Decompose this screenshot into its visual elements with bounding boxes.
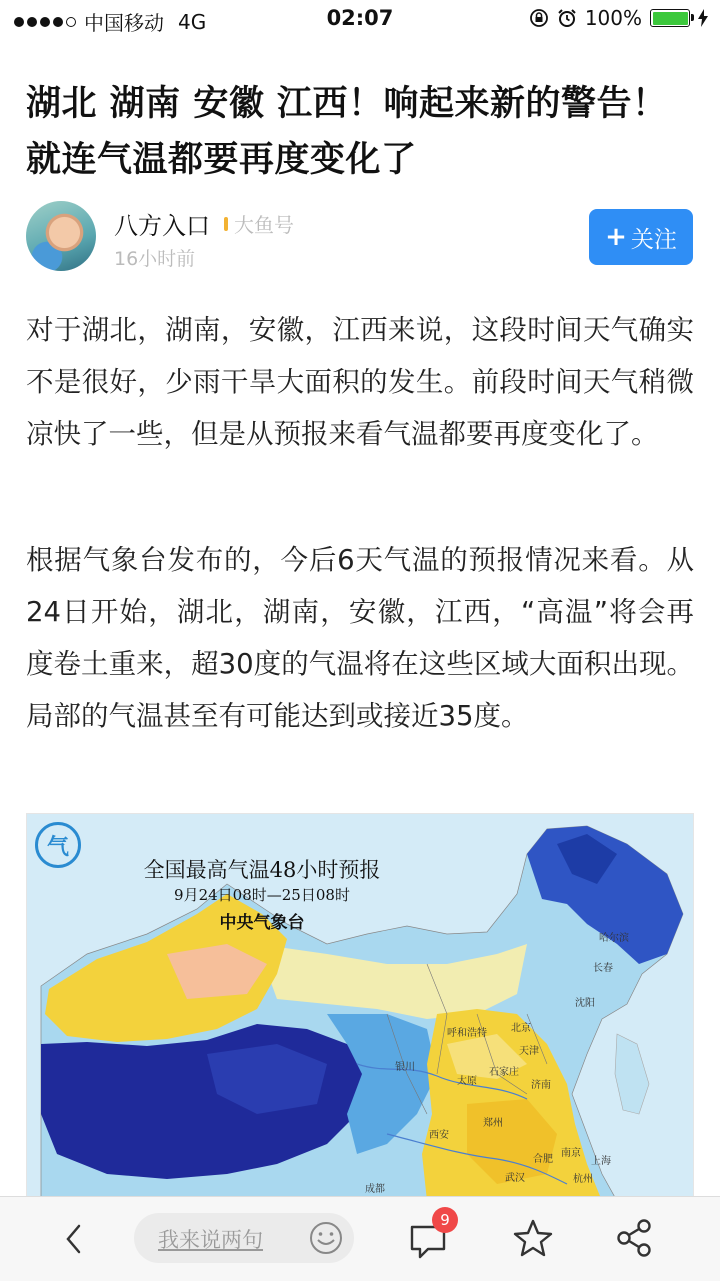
favorite-button[interactable]	[512, 1217, 554, 1259]
nmc-logo-icon: 气	[35, 822, 81, 868]
author-name[interactable]: 八方入口	[114, 212, 210, 240]
back-button[interactable]	[56, 1219, 92, 1259]
map-city-label: 郑州	[483, 1118, 503, 1129]
weather-map-image[interactable]	[26, 813, 694, 1200]
status-time: 02:07	[326, 6, 394, 30]
battery-percent: 100%	[584, 6, 642, 30]
bottom-toolbar	[0, 1196, 720, 1281]
map-city-label: 上海	[591, 1156, 611, 1167]
emoji-icon[interactable]	[308, 1220, 344, 1256]
follow-button[interactable]	[589, 209, 693, 265]
comment-placeholder: 我来说两句	[158, 1228, 263, 1252]
map-city-label: 合肥	[533, 1154, 553, 1165]
map-city-label: 武汉	[505, 1173, 525, 1184]
map-city-label: 西安	[429, 1130, 449, 1141]
article-paragraph: 对于湖北，湖南，安徽，江西来说，这段时间天气确实不是很好，少雨干旱大面积的发生。前段时间天气稍微凉快了一些，但是从预报来看气温都要再度变化了。	[26, 314, 694, 450]
map-title: 全国最高气温48小时预报	[143, 858, 381, 882]
tag-marker	[224, 217, 228, 231]
chevron-left-icon	[64, 1223, 84, 1255]
comment-input[interactable]	[134, 1213, 354, 1263]
article-paragraph: 根据气象台发布的，今后6天气温的预报情况来看。从24日开始，湖北，湖南，安徽，江西，“高温”将会再度卷土重来，超30度的气温将在这些区域大面积出现。局部的气温甚至有可能达到或接近35度。	[26, 544, 694, 732]
map-city-label: 南京	[561, 1148, 581, 1159]
network-type: 4G	[178, 9, 207, 34]
map-city-label: 济南	[531, 1080, 551, 1091]
map-source: 中央气象台	[219, 913, 305, 933]
map-city-label: 北京	[511, 1023, 531, 1034]
follow-label: 关注	[630, 226, 677, 253]
map-city-label: 成都	[365, 1184, 385, 1195]
map-city-label: 沈阳	[575, 998, 595, 1009]
map-city-label: 杭州	[573, 1174, 593, 1185]
author-avatar[interactable]	[26, 201, 96, 271]
share-button[interactable]	[614, 1217, 656, 1259]
map-period: 9月24日08时—25日08时	[174, 886, 350, 904]
map-city-label: 石家庄	[489, 1067, 519, 1078]
battery-level	[653, 12, 688, 25]
author-tag-label: 大鱼号	[234, 213, 294, 237]
map-city-label: 哈尔滨	[599, 933, 629, 944]
comment-count-badge: 9	[432, 1207, 458, 1233]
map-city-label: 长春	[593, 963, 613, 974]
share-icon	[614, 1217, 656, 1259]
alarm-icon	[557, 8, 577, 28]
plus-icon: +	[605, 222, 627, 252]
carrier-name: 中国移动	[84, 11, 164, 35]
charging-icon	[698, 9, 708, 27]
post-time: 16小时前	[114, 248, 196, 270]
status-right	[529, 6, 708, 30]
map-city-label: 天津	[519, 1046, 539, 1057]
star-icon	[512, 1217, 554, 1259]
map-city-label: 太原	[457, 1076, 477, 1087]
author-tag	[224, 209, 294, 238]
article-title: 湖北 湖南 安徽 江西！响起来新的警告！就连气温都要再度变化了	[26, 84, 668, 180]
status-bar	[0, 0, 720, 40]
battery-icon	[650, 9, 690, 27]
map-city-label: 银川	[395, 1062, 415, 1073]
rotation-lock-icon	[529, 8, 549, 28]
map-city-label: 呼和浩特	[447, 1028, 487, 1039]
